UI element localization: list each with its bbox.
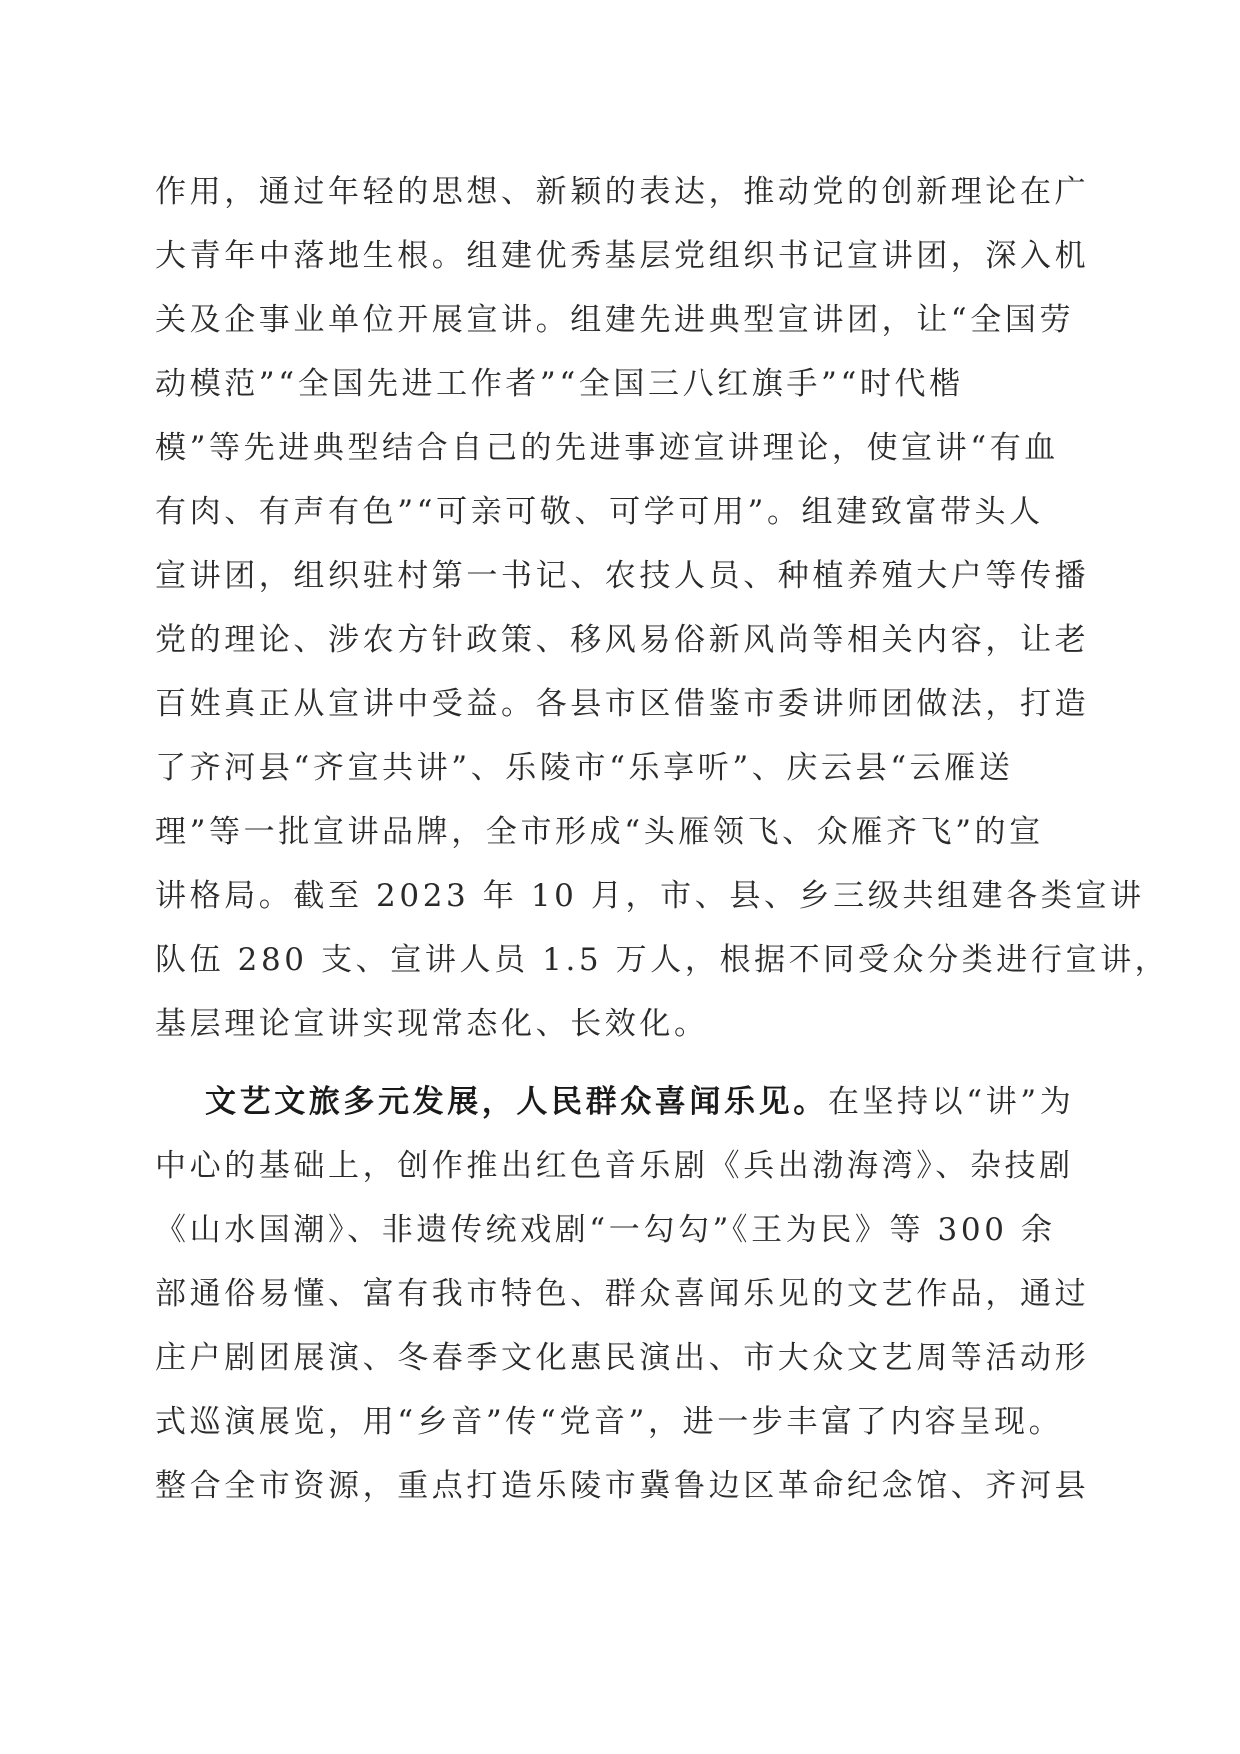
- document-body: [155, 160, 1170, 1518]
- paragraph-line: 庄户剧团展演、冬春季文化惠民演出、市大众文艺周等活动形: [155, 1340, 1090, 1376]
- paragraph-line: 《山水国潮》、非遗传统戏剧“一勾勾”《王为民》等 300 余: [155, 1212, 1056, 1248]
- paragraph-line: 有肉、有声有色”“可亲可敬、可学可用”。组建致富带头人: [155, 494, 1044, 530]
- paragraph-spacing: [155, 1056, 1085, 1070]
- paragraph-line: 作用，通过年轻的思想、新颖的表达，推动党的创新理论在广: [155, 174, 1090, 210]
- paragraph-line: 宣讲团，组织驻村第一书记、农技人员、种植养殖大户等传播: [155, 558, 1090, 594]
- paragraph-1: [155, 160, 1170, 1056]
- paragraph-2: [155, 1070, 1090, 1518]
- paragraph-line: 大青年中落地生根。组建优秀基层党组织书记宣讲团，深入机: [155, 238, 1090, 274]
- paragraph-heading: 文艺文旅多元发展，人民群众喜闻乐见。: [205, 1084, 828, 1120]
- paragraph-line: 部通俗易懂、富有我市特色、群众喜闻乐见的文艺作品，通过: [155, 1276, 1090, 1312]
- paragraph-line: 百姓真正从宣讲中受益。各县市区借鉴市委讲师团做法，打造: [155, 686, 1090, 722]
- paragraph-line: 党的理论、涉农方针政策、移风易俗新风尚等相关内容，让老: [155, 622, 1090, 658]
- paragraph-line: 关及企事业单位开展宣讲。组建先进典型宣讲团，让“全国劳: [155, 302, 1075, 338]
- paragraph-line: 模”等先进典型结合自己的先进事迹宣讲理论，使宣讲“有血: [155, 430, 1059, 466]
- paragraph-line: 基层理论宣讲实现常态化、长效化。: [155, 1006, 709, 1042]
- paragraph-lead-text: 在坚持以“讲”为: [827, 1084, 1075, 1120]
- paragraph-line: 理”等一批宣讲品牌，全市形成“头雁领飞、众雁齐飞”的宣: [155, 814, 1044, 850]
- paragraph-line: 式巡演展览，用“乡音”传“党音”，进一步丰富了内容呈现。: [155, 1404, 1064, 1440]
- paragraph-first-line: [155, 1070, 1085, 1134]
- paragraph-line: 讲格局。截至 2023 年 10 月，市、县、乡三级共组建各类宣讲: [155, 878, 1145, 914]
- paragraph-line: 动模范”“全国先进工作者”“全国三八红旗手”“时代楷: [155, 366, 964, 402]
- paragraph-line: 整合全市资源，重点打造乐陵市冀鲁边区革命纪念馆、齐河县: [155, 1468, 1090, 1504]
- paragraph-line: 中心的基础上，创作推出红色音乐剧《兵出渤海湾》、杂技剧: [155, 1148, 1074, 1184]
- paragraph-line: 了齐河县“齐宣共讲”、乐陵市“乐享听”、庆云县“云雁送: [155, 750, 1014, 786]
- paragraph-line: 队伍 280 支、宣讲人员 1.5 万人，根据不同受众分类进行宣讲，: [155, 942, 1170, 978]
